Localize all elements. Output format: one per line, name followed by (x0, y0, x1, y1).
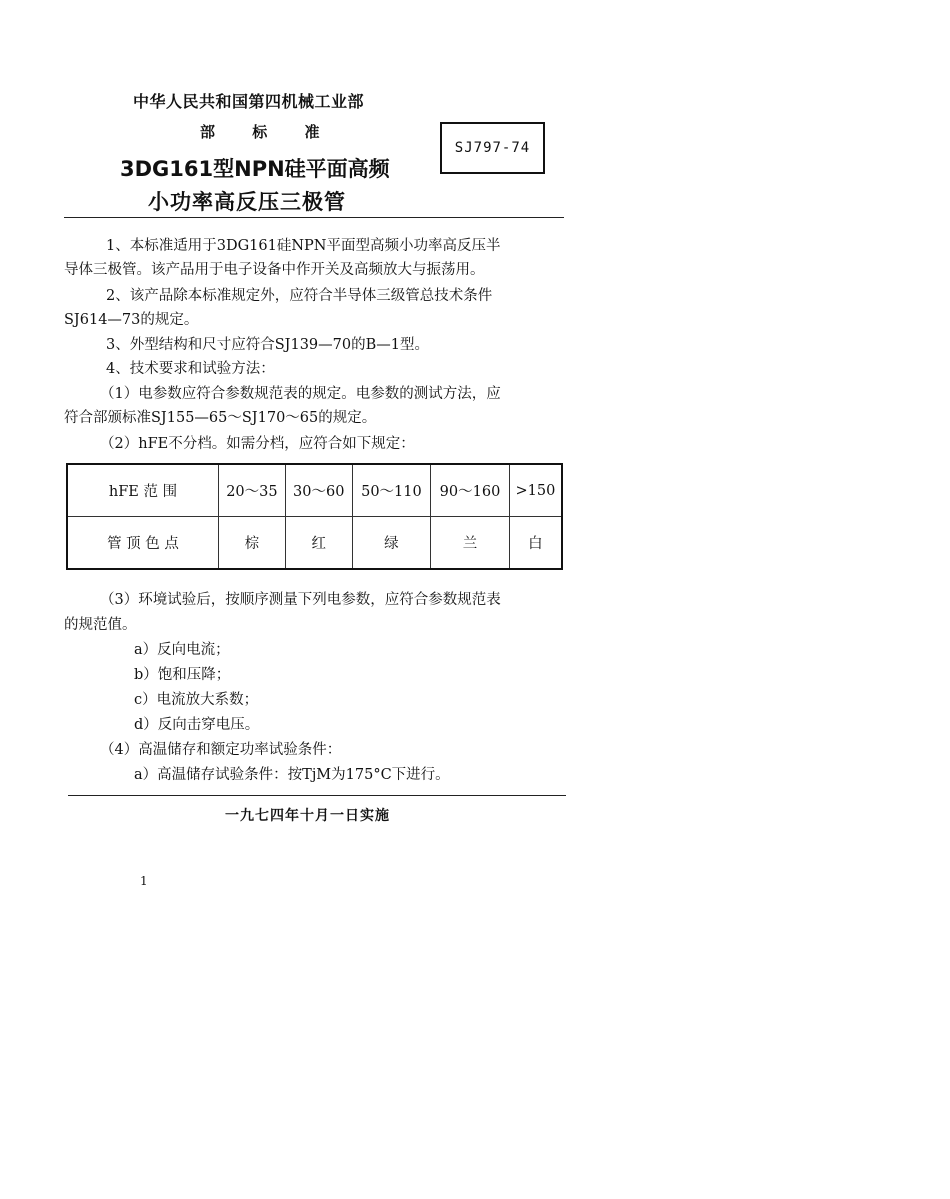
standard-type-char-1: 部 (200, 123, 216, 141)
clause-4-3-line1: （3）环境试验后，按顺序测量下列电参数，应符合参数规范表 (100, 592, 501, 608)
table-row (67, 464, 562, 517)
standard-type-char-3: 准 (304, 123, 320, 141)
footer-divider (68, 795, 566, 796)
clause-4-4: （4）高温储存和额定功率试验条件： (100, 742, 342, 758)
table-row (67, 517, 562, 570)
document-title-line2: 小功率高反压三极管 (148, 190, 346, 214)
list-item: d）反向击穿电压。 (134, 717, 260, 733)
color-dot-header: 管 顶 色 点 (67, 517, 219, 570)
clause-4-4-a: a）高温储存试验条件：按TjM为175°C下进行。 (134, 767, 450, 783)
list-item: b）饱和压降； (134, 667, 231, 683)
clause-4-2: （2）hFE不分档。如需分档，应符合如下规定： (100, 436, 415, 452)
color-dot-cell: 棕 (219, 517, 286, 570)
hfe-range-cell: 50～110 (352, 464, 431, 517)
hfe-range-cell: 30～60 (285, 464, 352, 517)
hfe-color-table (66, 463, 563, 570)
clause-1-line1: 1、本标准适用于3DG161硅NPN平面型高频小功率高反压半 (106, 238, 501, 254)
color-dot-cell: 兰 (431, 517, 510, 570)
list-item: c）电流放大系数； (134, 692, 259, 708)
hfe-range-cell: >150 (509, 464, 562, 517)
header-divider (64, 217, 564, 218)
standard-type-char-2: 标 (252, 123, 268, 141)
hfe-range-cell: 90～160 (431, 464, 510, 517)
clause-3: 3、外型结构和尺寸应符合SJ139—70的B—1型。 (106, 337, 429, 353)
hfe-range-header: hFE 范 围 (67, 464, 219, 517)
page-number: 1 (140, 874, 148, 888)
clause-4-3-line2: 的规范值。 (64, 617, 137, 633)
document-title-line1: 3DG161型NPN硅平面高频 (120, 157, 390, 181)
clause-4-1-line2: 符合部颁标准SJ155—65～SJ170～65的规定。 (64, 410, 377, 426)
clause-1-line2: 导体三极管。该产品用于电子设备中作开关及高频放大与振荡用。 (64, 262, 485, 278)
color-dot-cell: 白 (509, 517, 562, 570)
clause-4: 4、技术要求和试验方法： (106, 361, 275, 377)
ministry-name: 中华人民共和国第四机械工业部 (133, 92, 365, 111)
color-dot-cell: 红 (285, 517, 352, 570)
clause-4-1-line1: （1）电参数应符合参数规范表的规定。电参数的测试方法，应 (100, 386, 501, 402)
hfe-range-cell: 20～35 (219, 464, 286, 517)
color-dot-cell: 绿 (352, 517, 431, 570)
list-item: a）反向电流； (134, 642, 230, 658)
clause-2-line2: SJ614—73的规定。 (64, 312, 199, 328)
standard-number-box: SJ797-74 (440, 122, 545, 174)
standard-type (200, 121, 352, 142)
effective-date: 一九七四年十月一日实施 (225, 808, 390, 824)
clause-2-line1: 2、该产品除本标准规定外，应符合半导体三级管总技术条件 (106, 288, 493, 304)
